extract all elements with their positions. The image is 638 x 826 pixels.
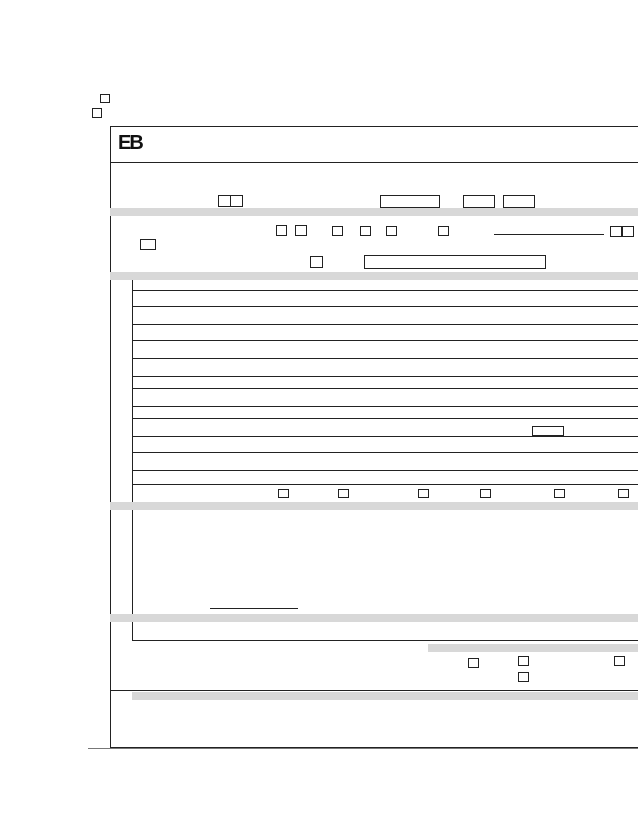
form-sheet [88, 88, 638, 750]
row-line [132, 640, 638, 641]
corner-box [100, 94, 110, 103]
band-ubicacion [110, 272, 638, 280]
matricula-input[interactable] [364, 255, 546, 269]
band-financiera [110, 502, 638, 510]
row-line [132, 340, 638, 341]
corner-box-2 [92, 108, 102, 118]
row-line [132, 418, 638, 419]
country-box-2[interactable] [622, 226, 634, 237]
nit-box[interactable] [140, 239, 156, 250]
side-divider [132, 280, 133, 522]
row-line [132, 452, 638, 453]
page-bottom-line [88, 748, 638, 749]
row-line [132, 436, 638, 437]
year-box[interactable] [380, 195, 440, 208]
finca-checkbox[interactable] [618, 489, 629, 498]
divider [110, 162, 638, 163]
inscripcion-box[interactable] [310, 256, 323, 268]
row-line [110, 690, 638, 691]
pasaporte-checkbox[interactable] [438, 226, 449, 236]
row-line [132, 484, 638, 485]
row-line [132, 470, 638, 471]
band-asociativa [110, 614, 638, 622]
side-divider-2 [132, 520, 133, 640]
band-identificacion [110, 208, 638, 216]
cc-checkbox[interactable] [332, 226, 343, 236]
country-line [494, 234, 604, 235]
country-box-1[interactable] [610, 226, 622, 237]
row-line [132, 376, 638, 377]
row-line [132, 388, 638, 389]
extranjero-box[interactable] [614, 656, 625, 666]
day-box[interactable] [503, 195, 535, 208]
row-line [132, 358, 638, 359]
brand-logo-icon: ЕВ [118, 132, 142, 154]
band-juridicas [428, 644, 638, 652]
publico-box[interactable] [518, 656, 529, 666]
form-frame [110, 126, 638, 748]
row-line [132, 290, 638, 291]
lopi-box[interactable] [532, 426, 564, 436]
ce-checkbox[interactable] [360, 226, 371, 236]
row-line [132, 324, 638, 325]
band-estado [132, 692, 638, 700]
fabrica-checkbox[interactable] [480, 489, 491, 498]
nacional-box[interactable] [468, 658, 479, 668]
row-line [132, 406, 638, 407]
row-line [132, 306, 638, 307]
codigo-box-2[interactable] [230, 195, 243, 207]
fin-total-line [210, 608, 298, 609]
oficina-checkbox[interactable] [338, 489, 349, 498]
id-check-digit[interactable] [295, 225, 307, 236]
local-oficina-checkbox[interactable] [418, 489, 429, 498]
ti-checkbox[interactable] [386, 226, 397, 236]
id-type-mark[interactable] [276, 225, 287, 236]
local-checkbox[interactable] [278, 489, 289, 498]
privado-box[interactable] [518, 672, 529, 682]
month-box[interactable] [463, 195, 495, 208]
vivienda-checkbox[interactable] [554, 489, 565, 498]
